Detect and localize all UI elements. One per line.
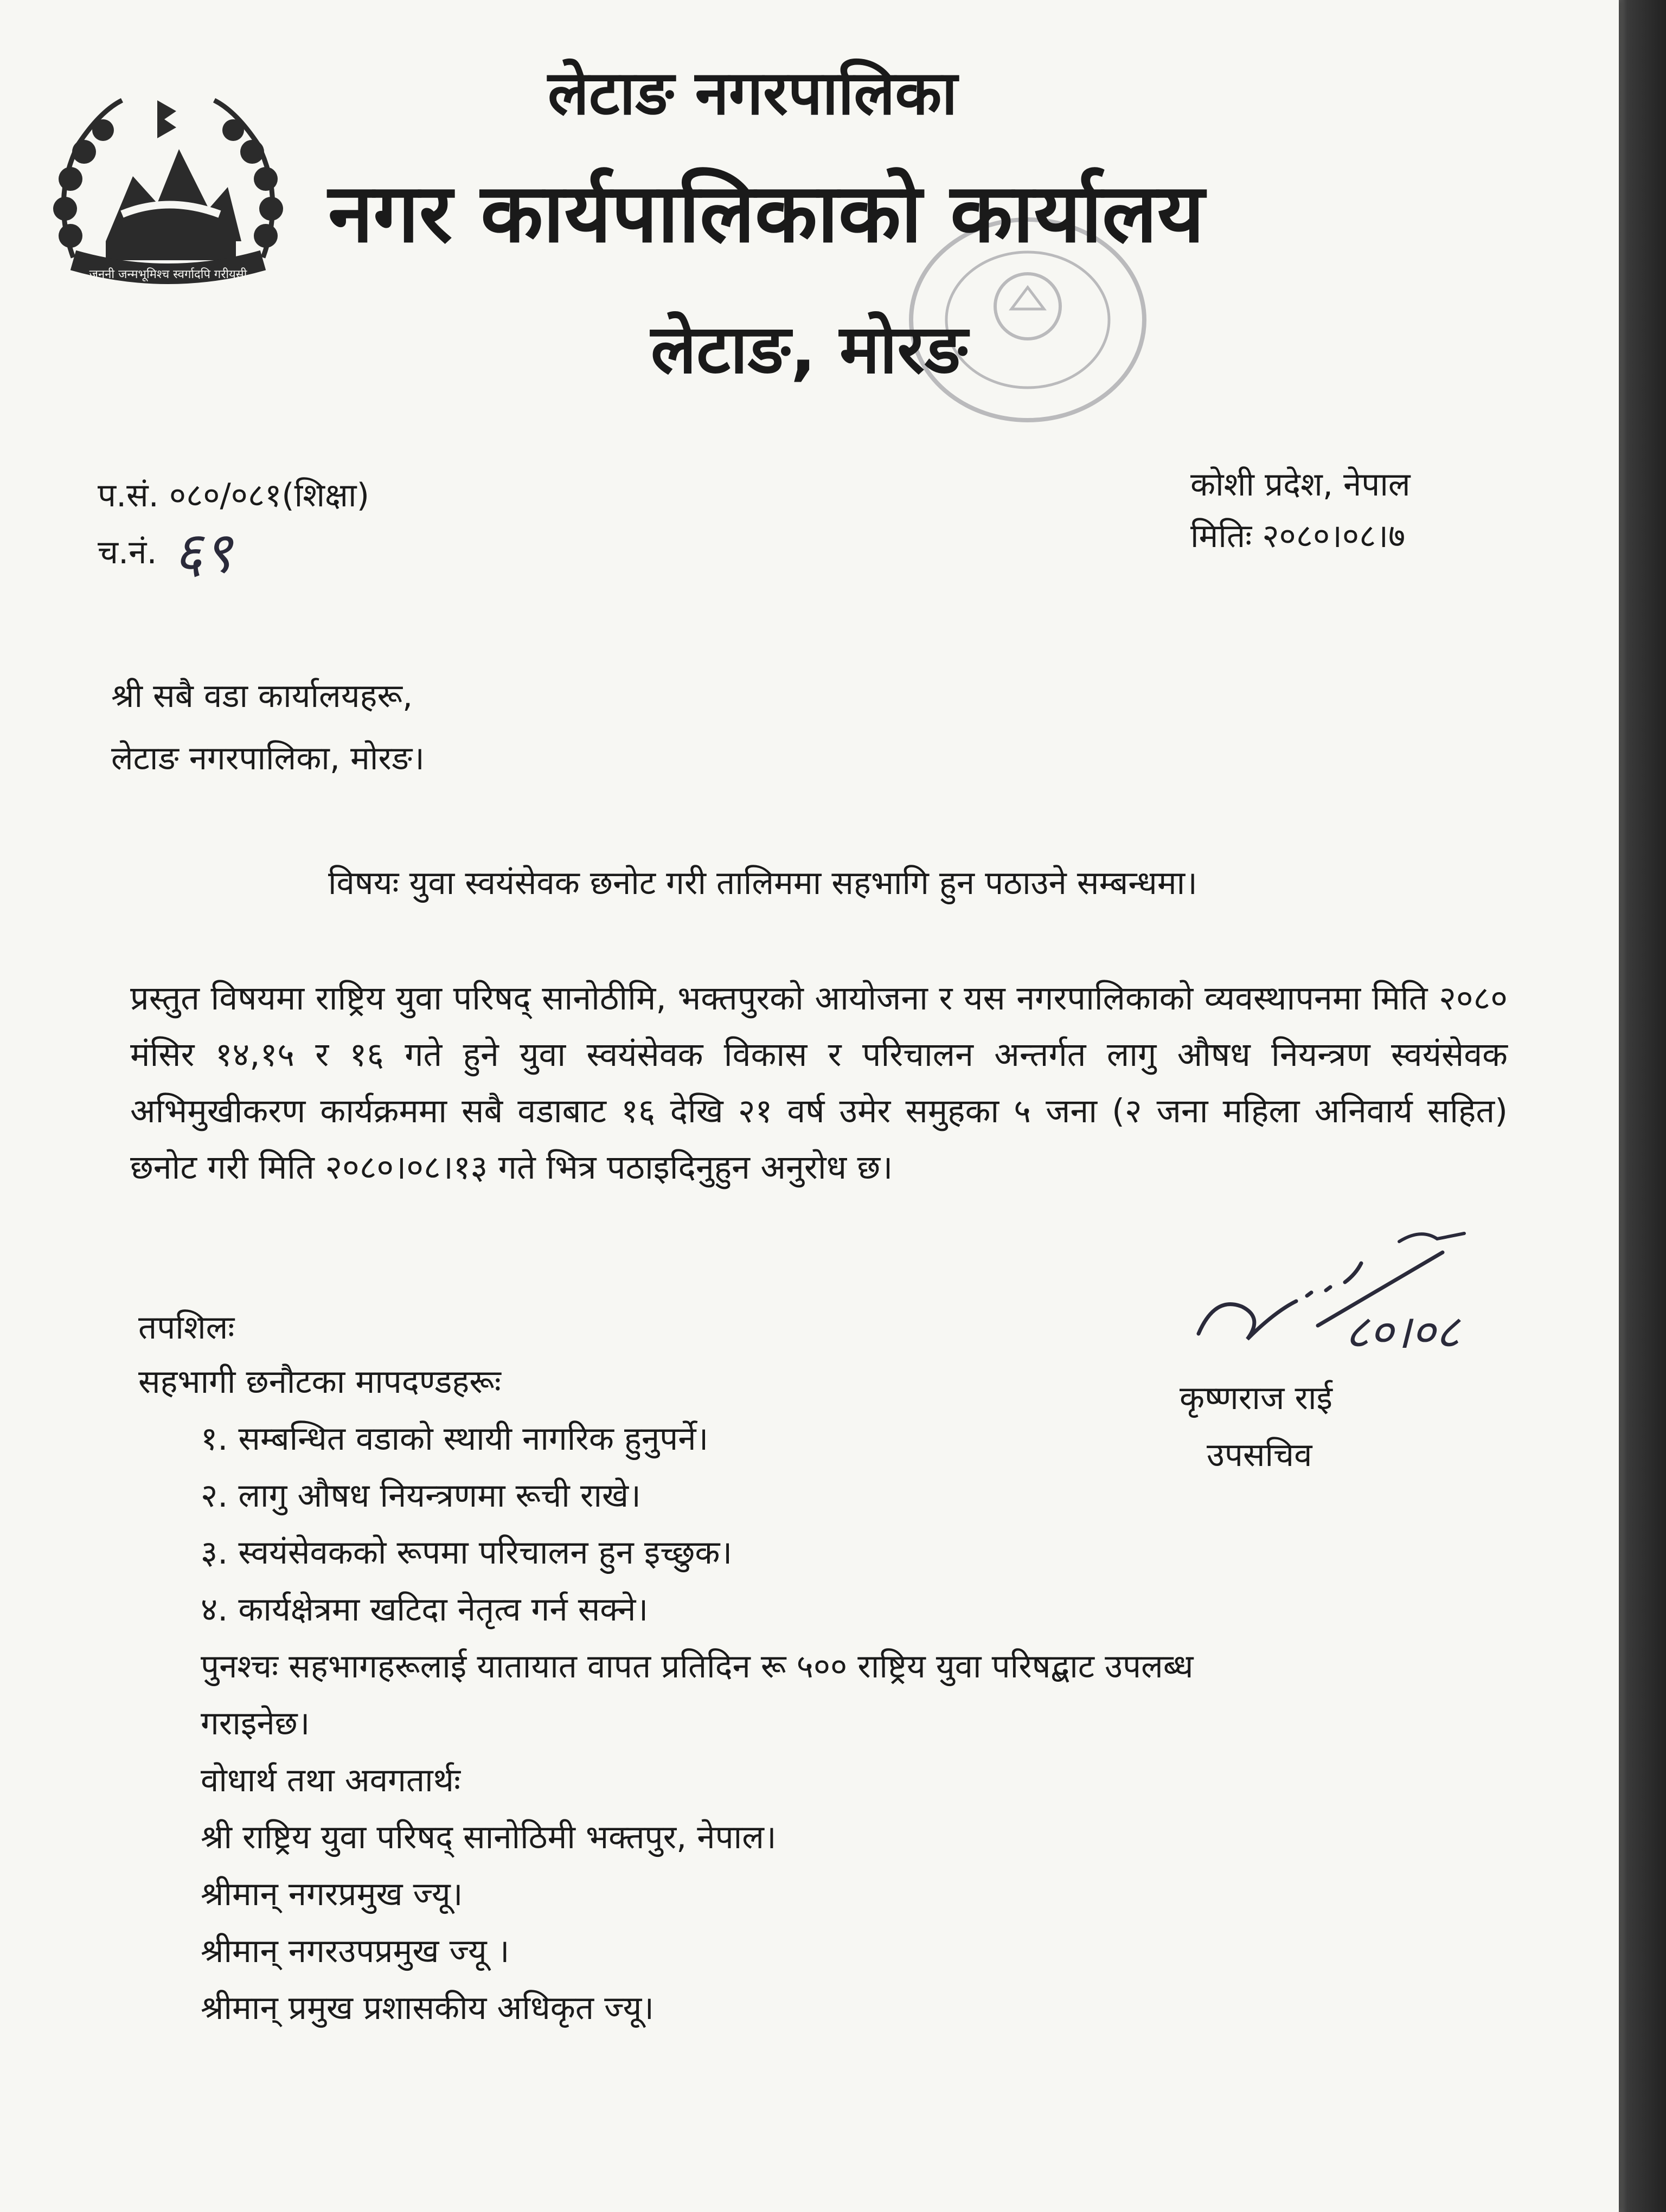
background-surface	[1614, 0, 1666, 2212]
cc-item: श्रीमान् प्रमुख प्रशासकीय अधिकृत ज्यू।	[201, 1989, 655, 2027]
office-location: लेटाङ, मोरङ	[651, 311, 967, 389]
dispatch-label: च.नं.	[98, 533, 157, 571]
dispatch-number: ६९	[174, 519, 233, 586]
subject-line: विषयः युवा स्वयंसेवक छनोट गरी तालिममा सहभागि हुन पठाउने सम्बन्धमा।	[328, 864, 1197, 902]
postscript-line-2: गराइनेछ।	[201, 1705, 310, 1742]
criteria-title: सहभागी छनौटका मापदण्डहरूः	[138, 1363, 501, 1401]
province-line: कोशी प्रदेश, नेपाल	[1190, 466, 1411, 504]
recipient-line-1: श्री सबै वडा कार्यालयहरू,	[111, 677, 413, 715]
recipient-line-2: लेटाङ नगरपालिका, मोरङ।	[111, 740, 425, 777]
signatory-name: कृष्णराज राई	[1180, 1379, 1332, 1417]
criteria-item: १. सम्बन्धित वडाको स्थायी नागरिक हुनुपर्ने।	[201, 1420, 709, 1458]
municipality-name: लेटाङ नगरपालिका	[548, 58, 958, 128]
criteria-item: ३. स्वयंसेवकको रूपमा परिचालन हुन इच्छुक।	[201, 1534, 733, 1572]
signature-date: ८०।०८	[1345, 1305, 1460, 1359]
emblem-caption: जननी जन्मभूमिश्च स्वर्गादपि गरीयसी	[89, 268, 247, 281]
reference-number: प.सं. ०८०/०८१(शिक्षा)	[98, 477, 369, 515]
cc-item: श्रीमान् नगरप्रमुख ज्यू।	[201, 1875, 463, 1913]
details-label: तपशिलः	[138, 1309, 235, 1347]
postscript-line-1: पुनश्चः सहभागहरूलाई यातायात वापत प्रतिदिन रू ५०० राष्ट्रिय युवा परिषद्बाट उपलब्ध	[201, 1648, 1194, 1686]
cc-label: वोधार्थ तथा अवगतार्थः	[201, 1761, 461, 1799]
criteria-item: ४. कार्यक्षेत्रमा खटिदा नेतृत्व गर्न सक्ने।	[201, 1591, 649, 1629]
office-title: नगर कार्यपालिकाको कार्यालय	[328, 166, 1204, 261]
cc-item: श्रीमान् नगरउपप्रमुख ज्यू ।	[201, 1932, 510, 1970]
nepal-emblem-icon	[41, 79, 296, 306]
cc-item: श्री राष्ट्रिय युवा परिषद् सानोठिमी भक्तपुर, नेपाल।	[201, 1818, 777, 1856]
letter-date: मितिः २०८०।०८।७	[1190, 517, 1406, 555]
criteria-item: २. लागु औषध नियन्त्रणमा रूची राखे।	[201, 1477, 641, 1515]
signatory-title: उपसचिव	[1207, 1436, 1312, 1474]
body-paragraph: प्रस्तुत विषयमा राष्ट्रिय युवा परिषद् सानोठीमि, भक्तपुरको आयोजना र यस नगरपालिकाको व्यवस्थापनमा मिति २०८० मंसिर १४,१५ र १६ गते हुने युवा स्वयंसेवक विकास र परिचालन अन्तर्गत लागु औषध नियन्त्रण स्वयंसेवक अभिमुखीकरण कार्यक्रममा सबै वडाबाट १६ देखि २१ वर्ष उमेर समुहका ५ जना (२ जना महिला अनिवार्य सहित) छनोट गरी मिति २०८०।०८।१३ गते भित्र पठाइदिनुहुन अनुरोध छ।	[130, 979, 1508, 1187]
